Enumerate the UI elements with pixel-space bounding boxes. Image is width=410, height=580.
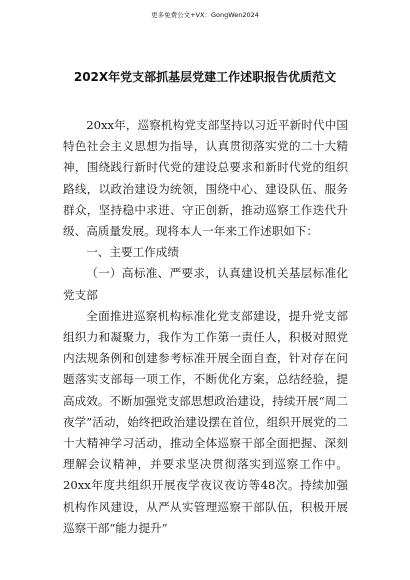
header-note: 更多免费公文+VX：GongWen2024 [151,11,259,19]
paragraph-intro: 20xx年，巡察机构党支部坚持以习近平新时代中国特色社会主义思想为指导，认真贯彻落实党的二十大精神，围绕践行新时代党的建设总要求和新时代党的组织路线，以政治建设为统领，围绕中心、建设队伍、服务群众，坚持稳中求进、守正创新，推动巡察工作迭代升级、高质量发展。现将本人一年来工作述职如下： [63,118,348,239]
section-heading: 一、主要工作成绩 [86,245,179,260]
paragraph-body: 全面推进巡察机构标准化党支部建设，提升党支部组织力和凝聚力，我作为工作第一责任人，积极对照党内法规条例和创建参考标准开展全面自查，针对存在问题落实支部每一项工作，不断优化方案，总结经验，提高成效。不断加强党支部思想政治建设，持续开展“周二夜学”活动，始终把政治建设摆在首位，组织开展党的二十大精神学习活动，推动全体巡察干部全面把握、深刻理解会议精神，并要求坚决贯彻落实到巡察工作中。20xx年度共组织开展夜学夜议夜访等48次。持续加强机构作风建设，从严从实管理巡察干部队伍，积极开展巡察干部“能力提升” [63,308,348,535]
document-body [63,115,348,539]
document-title: 202X年党支部抓基层党建工作述职报告优质范文 [73,70,337,84]
subsection-heading: （一）高标准、严要求，认真建设机关基层标准化党支部 [63,266,348,302]
